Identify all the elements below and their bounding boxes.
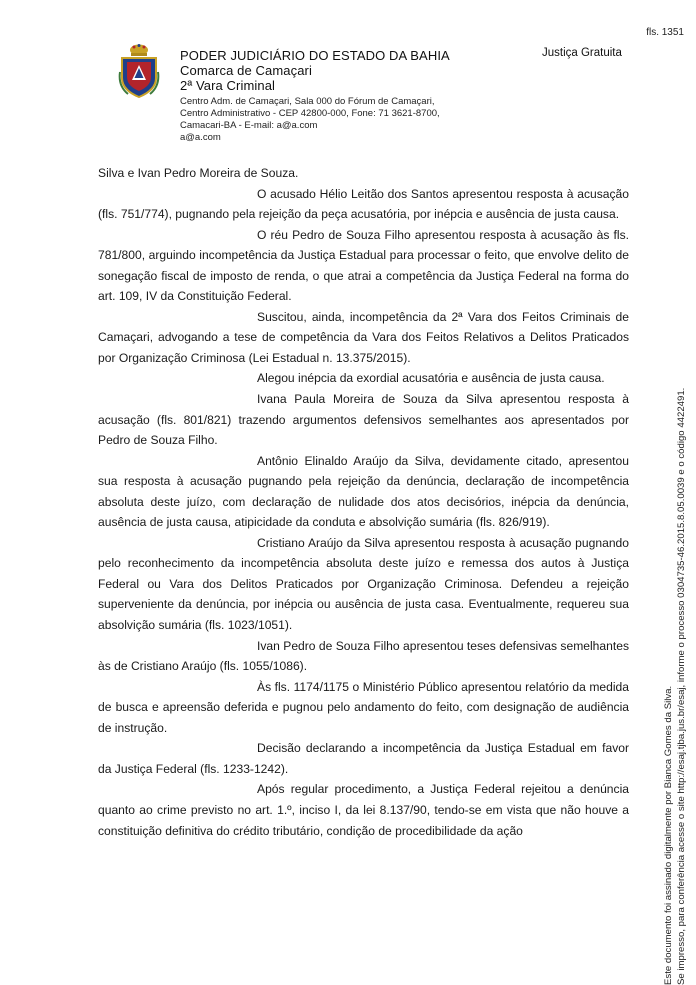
paragraph: Cristiano Araújo da Silva apresentou resposta à acusação pugnando pelo reconhecimento da incompetência absoluta deste juízo e remessa dos autos à Justiça Federal ou Vara dos Delitos Praticados por Organização Criminosa. Defendeu a rejeição superveniente da denúncia, por inépcia ou ausência de justa casa. Eventualmente, requereu sua absolvição sumária (fls. 1023/1051). bbox=[98, 535, 629, 633]
court-division: 2ª Vara Criminal bbox=[180, 78, 276, 93]
digital-signature-stamp bbox=[662, 388, 688, 985]
paragraph: Decisão declarando a incompetência da Justiça Estadual em favor da Justiça Federal (fls. 1233-1242). bbox=[98, 741, 629, 776]
paragraph: Silva e Ivan Pedro Moreira de Souza. bbox=[98, 166, 299, 180]
page-number: fls. 1351 bbox=[646, 27, 684, 38]
signature-line: Este documento foi assinado digitalmente por Bianca Gomes da Silva. bbox=[663, 685, 674, 985]
district-name: Comarca de Camaçari bbox=[180, 63, 312, 78]
paragraph: Alegou inépcia da exordial acusatória e ausência de justa causa. bbox=[257, 371, 605, 386]
verification-line: Se impresso, para conferência acesse o site http://esaj.tjba.jus.br/esaj, informe o processo 0304735-46.2015.8.05.0039 e o código 4422491. bbox=[676, 387, 687, 985]
paragraph: O réu Pedro de Souza Filho apresentou resposta à acusação às fls. 781/800, arguindo incompetência da Justiça Estadual para processar o feito, que envolve delito de sonegação fiscal de imposto de renda, o que atrai a competência da Justiça Federal na forma do art. 109, IV da Constituição Federal. bbox=[98, 227, 629, 304]
document-body bbox=[98, 163, 629, 841]
paragraph: Após regular procedimento, a Justiça Federal rejeitou a denúncia quanto ao crime previsto no art. 1.º, inciso I, da lei 8.137/90, tendo-se em vista que não houve a constituição definitiva do crédito tributário, condição de procedibilidade da ação bbox=[98, 782, 629, 838]
paragraph: Às fls. 1174/1175 o Ministério Público apresentou relatório da medida de busca e apreensão deferida e pugnou pelo andamento do feito, com designação de audiência de instrução. bbox=[98, 679, 629, 735]
paragraph: Ivana Paula Moreira de Souza da Silva apresentou resposta à acusação (fls. 801/821) trazendo argumentos defensivos semelhantes aos apresentados por Pedro de Souza Filho. bbox=[98, 392, 629, 448]
paragraph: Antônio Elinaldo Araújo da Silva, devidamente citado, apresentou sua resposta à acusação pugnando pela rejeição da denúncia, declaração de incompetência absoluta deste juízo, com declaração de nulidade dos atos decisórios, inépcia da denúncia, ausência de justa causa, atipicidade da conduta e absolvição sumária (fls. 826/919). bbox=[98, 453, 629, 530]
free-justice-badge: Justiça Gratuita bbox=[542, 47, 622, 59]
court-crest-icon bbox=[118, 42, 160, 100]
court-address: Centro Adm. de Camaçari, Sala 000 do Fórum de Camaçari, Centro Administrativo - CEP 42800-000, Fone: 71 3621-8700, Camacari-BA - E-mail: a@a.com a@a.com bbox=[180, 96, 440, 143]
court-name: PODER JUDICIÁRIO DO ESTADO DA BAHIA bbox=[180, 48, 450, 63]
paragraph: O acusado Hélio Leitão dos Santos apresentou resposta à acusação (fls. 751/774), pugnando pela rejeição da peça acusatória, por inépcia e ausência de justa causa. bbox=[98, 186, 629, 222]
paragraph: Suscitou, ainda, incompetência da 2ª Vara dos Feitos Criminais de Camaçari, advogando a tese de competência da Vara dos Feitos Relativos a Delitos Praticados por Organização Criminosa (Lei Estadual n. 13.375/2015). bbox=[98, 309, 629, 365]
paragraph: Ivan Pedro de Souza Filho apresentou teses defensivas semelhantes às de Cristiano Araújo (fls. 1055/1086). bbox=[98, 638, 629, 674]
court-header bbox=[180, 48, 450, 144]
